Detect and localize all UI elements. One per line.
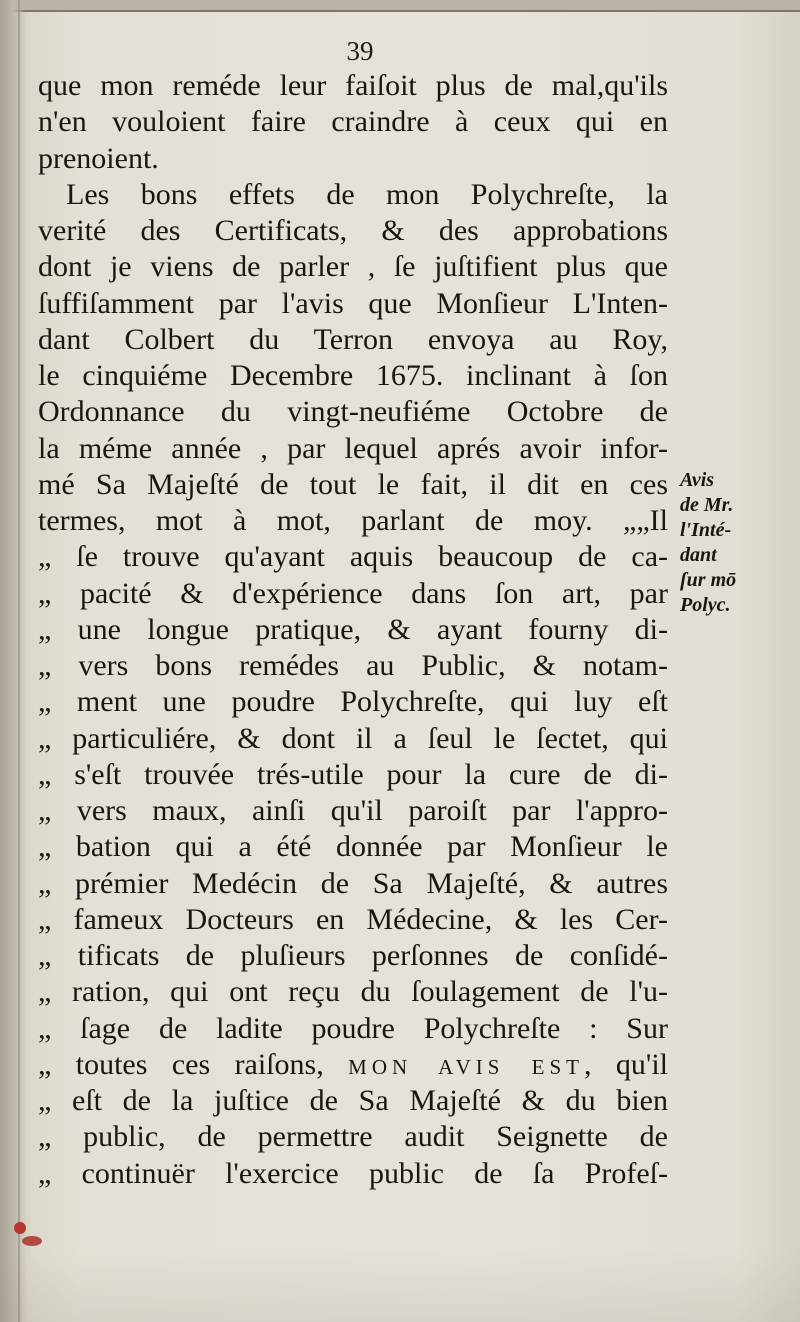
text-line: „ tificats de pluſieurs perſonnes de conſidé- <box>38 939 668 972</box>
text-line: verité des Certificats, & des approbations <box>38 214 668 247</box>
text-line: n'en vouloient faire craindre à ceux qui en <box>38 105 668 139</box>
text-line: que mon reméde leur faiſoit plus de mal,qu'ils <box>38 69 668 102</box>
text-line: „ s'eſt trouvée trés-utile pour la cure de di- <box>38 757 668 791</box>
text-line: „ ſage de ladite poudre Polychreſte : Sur <box>38 1011 668 1045</box>
text-line: „ prémier Medécin de Sa Majeſté, & autres <box>38 866 668 900</box>
text-line: le cinquiéme Decembre 1675. inclinant à ſon <box>38 359 668 392</box>
text-line: „ continuër l'exercice public de ſa Profeſ- <box>38 1156 668 1190</box>
text-line: Ordonnance du vingt-neufiéme Octobre de <box>38 395 668 429</box>
text-line: termes, mot à mot, parlant de moy. „„Il <box>38 504 668 537</box>
line-head: „ toutes ces raiſons, <box>38 1047 324 1081</box>
margin-note-line: Avis <box>680 469 715 491</box>
page-bottom-shade <box>0 1250 800 1322</box>
margin-note-line: l'Inté- <box>680 519 732 541</box>
body-text <box>38 68 668 1192</box>
smallcaps-phrase: MON AVIS EST <box>348 1054 584 1079</box>
line-tail: , qu'il <box>584 1047 669 1081</box>
text-line: prenoient. <box>38 141 159 175</box>
text-line: „ eſt de la juſtice de Sa Majeſté & du bien <box>38 1084 668 1117</box>
text-line: „ public, de permettre audit Seignette de <box>38 1120 668 1154</box>
margin-note-line: Polyc. <box>680 594 731 616</box>
page-number: 39 <box>346 36 374 66</box>
text-line: „ ſe trouve qu'ayant aquis beaucoup de ca- <box>38 540 668 574</box>
margin-note <box>680 468 770 618</box>
red-ink-mark <box>14 1222 26 1234</box>
text-line: „ pacité & d'expérience dans ſon art, par <box>38 576 668 610</box>
text-line: Les bons effets de mon Polychreſte, la <box>66 177 668 211</box>
text-line: „ bation qui a été donnée par Monſieur le <box>38 830 668 864</box>
text-line: „ une longue pratique, & ayant fourny di- <box>38 612 668 646</box>
text-line-with-smallcaps <box>38 1047 668 1083</box>
red-ink-mark <box>22 1236 42 1246</box>
gutter-line <box>18 0 20 1322</box>
text-line: ſuffiſamment par l'avis que Monſieur L'Inten- <box>38 286 668 320</box>
text-line: „ fameux Docteurs en Médecine, & les Cer- <box>38 902 668 936</box>
text-line: „ vers bons remédes au Public, & notam- <box>38 649 668 682</box>
text-line: „ ment une poudre Polychreſte, qui luy eſt <box>38 685 668 719</box>
margin-note-line: dant <box>680 544 717 566</box>
margin-note-line: de Mr. <box>680 494 734 516</box>
margin-note-line: ſur mō <box>680 569 737 591</box>
page-top-edge <box>0 0 800 12</box>
text-line: mé Sa Majeſté de tout le fait, il dit en ces <box>38 467 668 501</box>
binding-shadow <box>0 0 26 1322</box>
text-line: la méme année , par lequel aprés avoir infor- <box>38 431 668 465</box>
text-line: „ ration, qui ont reçu du ſoulagement de l'u- <box>38 975 668 1009</box>
text-line: dant Colbert du Terron envoya au Roy, <box>38 322 668 356</box>
text-line: „ vers maux, ainſi qu'il paroiſt par l'appro- <box>38 794 668 827</box>
text-line: dont je viens de parler , ſe juſtifient plus que <box>38 250 668 284</box>
text-line: „ particuliére, & dont il a ſeul le ſectet, qui <box>38 721 668 755</box>
